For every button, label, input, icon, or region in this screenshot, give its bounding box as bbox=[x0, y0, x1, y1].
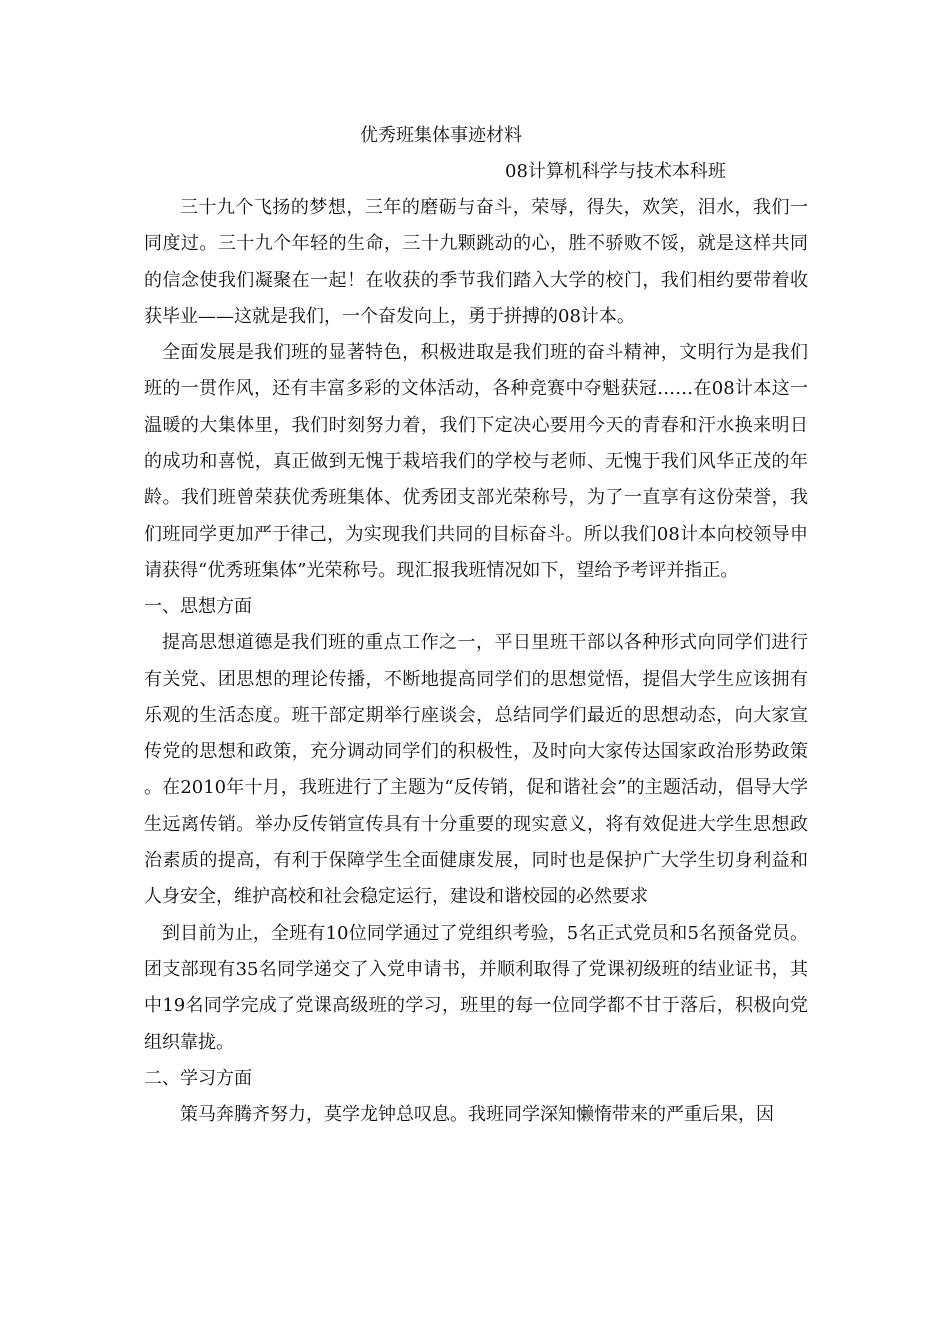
intro-paragraph: 三十九个飞扬的梦想，三年的磨砺与奋斗，荣辱，得失，欢笑，泪水，我们一同度过。三十九个年轻的生命，三十九颗跳动的心，胜不骄败不馁，就是这样共同的信念使我们凝聚在一起！在收获的季节我们踏入大学的校门，我们相约要带着收获毕业——这就是我们，一个奋发向上，勇于拼搏的08计本。 bbox=[144, 197, 808, 327]
document-subtitle: 08计算机科学与技术本科班 bbox=[505, 161, 726, 182]
section-heading-study: 二、学习方面 bbox=[144, 1067, 252, 1089]
document-body bbox=[144, 118, 808, 1133]
section-heading-ideology: 一、思想方面 bbox=[144, 596, 252, 618]
party-membership-paragraph: 到目前为止，全班有10位同学通过了党组织考验，5名正式党员和5名预备党员。团支部现有35名同学递交了入党申请书，并顺利取得了党课初级班的结业证书，其中19名同学完成了党课高级班的学习，班里的每一位同学都不甘于落后，积极向党组织靠拢。 bbox=[144, 922, 808, 1053]
document-title: 优秀班集体事迹材料 bbox=[360, 125, 522, 146]
study-paragraph: 策马奔腾齐努力，莫学龙钟总叹息。我班同学深知懒惰带来的严重后果，因 bbox=[180, 1103, 774, 1125]
overview-paragraph: 全面发展是我们班的显著特色，积极进取是我们班的奋斗精神，文明行为是我们班的一贯作风，还有丰富多彩的文体活动，各种竞赛中夺魁获冠……在08计本这一温暖的大集体里，我们时刻努力着，我们下定决心要用今天的青春和汗水换来明日的成功和喜悦，真正做到无愧于栽培我们的学校与老师、无愧于我们风华正茂的年龄。我们班曾荣获优秀班集体、优秀团支部光荣称号，为了一直享有这份荣誉，我们班同学更加严于律己，为实现我们共同的目标奋斗。所以我们08计本向校领导申请获得“优秀班集体”光荣称号。现汇报我班情况如下，望给予考评并指正。 bbox=[144, 342, 808, 581]
ideology-paragraph: 提高思想道德是我们班的重点工作之一，平日里班干部以各种形式向同学们进行有关党、团思想的理论传播，不断地提高同学们的思想觉悟，提倡大学生应该拥有乐观的生活态度。班干部定期举行座谈会，总结同学们最近的思想动态，向大家宣传党的思想和政策，充分调动同学们的积极性，及时向大家传达国家政治形势政策。在2010年十月，我班进行了主题为“反传销，促和谐社会”的主题活动，倡导大学生远离传销。举办反传销宣传具有十分重要的现实意义，将有效促进大学生思想政治素质的提高，有利于保障学生全面健康发展，同时也是保护广大学生切身利益和人身安全，维护高校和社会稳定运行，建设和谐校园的必然要求 bbox=[144, 632, 808, 908]
